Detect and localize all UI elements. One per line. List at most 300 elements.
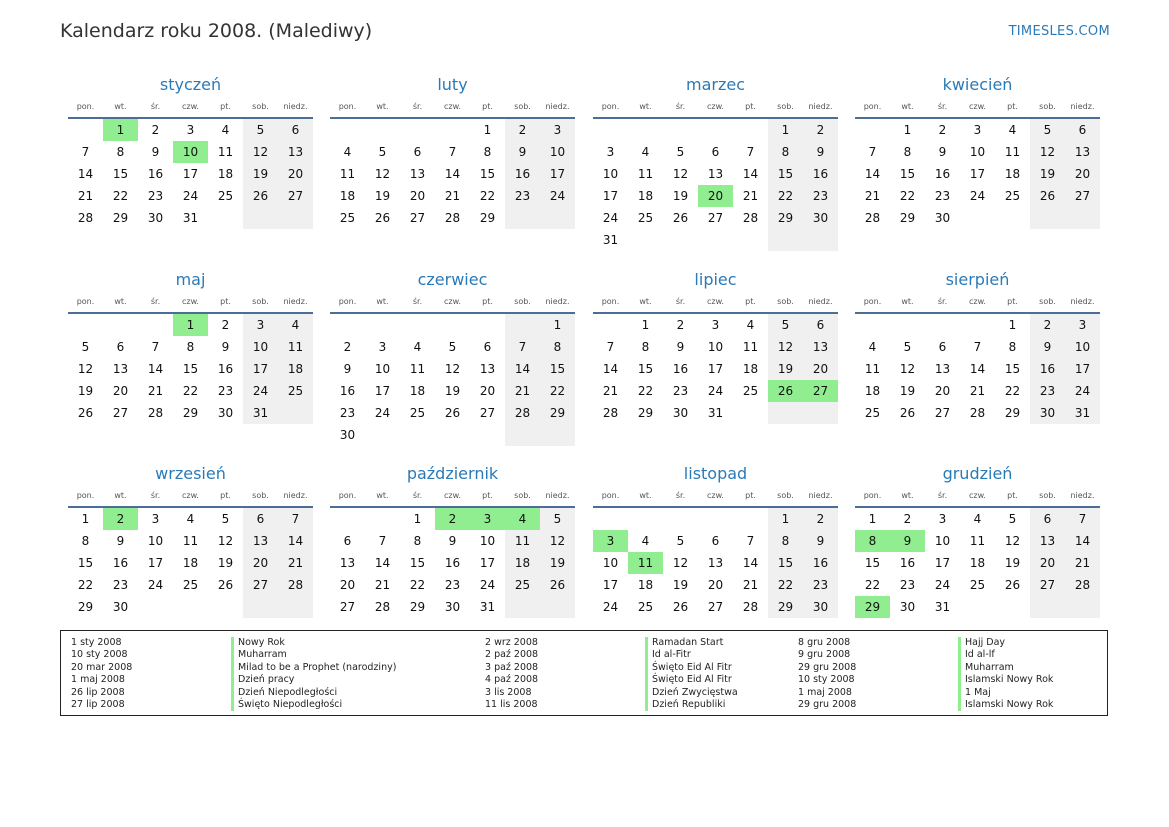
weekday-header [855,97,1100,119]
day-cell: 30 [147,211,164,225]
legend-date: 9 gru 2008 [798,649,851,661]
weekday-label: pon. [76,102,95,111]
day-cell: 1 [641,318,650,332]
day-cell: 6 [1065,119,1100,141]
day-cell: 20 [278,163,313,185]
day-cell: 15 [768,163,803,185]
empty-day-cell [540,207,575,229]
legend-holiday-name: Islamski Nowy Rok [958,699,1053,711]
day-cell: 17 [540,163,575,185]
legend-holiday-name: Milad to be a Prophet (narodziny) [231,662,396,674]
empty-day-cell [698,508,733,530]
day-cell: 23 [112,578,129,592]
day-cell: 27 [243,574,278,596]
day-cell: 7 [868,145,877,159]
empty-day-cell [960,596,995,618]
day-cell: 28 [444,211,461,225]
empty-day-cell [593,508,628,530]
empty-day-cell [330,119,365,141]
weekday-label: pt. [1007,297,1018,306]
weekday-header [593,292,838,314]
month-11 [855,462,1100,618]
day-cell: 30 [339,428,356,442]
month-name: czerwiec [417,270,488,289]
day-cell: 30 [672,406,689,420]
weekday-label: wt. [639,491,652,500]
empty-day-cell [208,596,243,618]
days-grid [68,119,313,229]
day-cell: 19 [77,384,94,398]
legend-column-1 [485,637,738,711]
month-name: grudzień [942,464,1013,483]
day-cell: 18 [182,556,199,570]
day-cell: 28 [505,402,540,424]
day-cell: 14 [505,358,540,380]
legend-holiday-name: Święto Eid Al Fitr [645,662,732,674]
weekday-label: pon. [863,102,882,111]
empty-day-cell [768,402,803,424]
empty-day-cell [505,596,540,618]
page-title: Kalendarz roku 2008. (Malediwy) [60,20,373,42]
weekday-label: sob. [514,491,531,500]
legend-date: 29 gru 2008 [798,699,857,711]
legend-column-0 [71,637,396,711]
day-cell: 15 [768,552,803,574]
empty-day-cell [330,314,365,336]
day-cell: 17 [602,189,619,203]
day-cell: 12 [540,530,575,552]
day-cell: 27 [339,600,356,614]
day-cell: 27 [479,406,496,420]
day-cell: 16 [339,384,356,398]
day-cell: 8 [903,145,912,159]
day-cell: 4 [1008,123,1017,137]
day-cell: 9 [151,145,160,159]
day-cell: 19 [217,556,234,570]
legend-row [71,649,396,661]
empty-day-cell [995,207,1030,229]
day-cell: 18 [217,167,234,181]
day-cell: 31 [1065,402,1100,424]
empty-day-cell [733,402,768,424]
day-cell: 28 [374,600,391,614]
day-cell: 20 [934,384,951,398]
day-cell: 18 [637,189,654,203]
holiday-day-cell: 4 [505,508,540,530]
day-cell: 17 [147,556,164,570]
empty-day-cell [68,119,103,141]
month-7 [855,268,1100,424]
day-cell: 7 [81,145,90,159]
day-cell: 28 [742,600,759,614]
day-cell: 8 [81,534,90,548]
day-cell: 11 [217,145,234,159]
weekday-label: sob. [777,297,794,306]
day-cell: 3 [243,314,278,336]
empty-day-cell [470,314,505,336]
weekday-header [68,292,313,314]
day-cell: 25 [742,384,759,398]
day-cell: 2 [903,512,912,526]
weekday-label: pon. [601,297,620,306]
legend-holiday-name: Muharram [231,649,287,661]
day-cell: 14 [742,556,759,570]
days-grid [330,508,575,618]
weekday-label: sob. [1039,102,1056,111]
legend-row [485,699,738,711]
day-cell: 16 [147,167,164,181]
day-cell: 19 [899,384,916,398]
day-cell: 16 [672,362,689,376]
day-cell: 7 [746,534,755,548]
day-cell: 8 [1008,340,1017,354]
day-cell: 12 [672,556,689,570]
day-cell: 16 [217,362,234,376]
weekday-label: sob. [1039,491,1056,500]
weekday-label: pon. [338,297,357,306]
legend-row [71,674,396,686]
day-cell: 15 [409,556,426,570]
weekday-label: pon. [601,491,620,500]
day-cell: 30 [803,207,838,229]
holiday-legend [60,630,1108,716]
day-cell: 1 [413,512,422,526]
day-cell: 23 [803,185,838,207]
weekday-label: sob. [252,102,269,111]
day-cell: 11 [278,336,313,358]
day-cell: 28 [77,211,94,225]
legend-holiday-name: Id al-Fitr [645,649,691,661]
day-cell: 9 [803,530,838,552]
day-cell: 22 [409,578,426,592]
weekday-label: pon. [863,491,882,500]
day-cell: 9 [505,141,540,163]
day-cell: 21 [864,189,881,203]
weekday-label: czw. [969,297,986,306]
day-cell: 3 [186,123,195,137]
day-cell: 26 [540,574,575,596]
weekday-label: pon. [76,491,95,500]
day-cell: 14 [374,556,391,570]
day-cell: 7 [1065,508,1100,530]
month-0 [68,73,313,229]
day-cell: 29 [77,600,94,614]
holiday-day-cell: 1 [103,119,138,141]
legend-row [798,674,1053,686]
legend-row [798,649,1053,661]
day-cell: 22 [479,189,496,203]
day-cell: 29 [409,600,426,614]
day-cell: 11 [864,362,881,376]
weekday-label: pt. [745,491,756,500]
day-cell: 11 [637,167,654,181]
weekday-label: czw. [444,297,461,306]
day-cell: 9 [803,141,838,163]
day-cell: 2 [803,508,838,530]
empty-day-cell [435,314,470,336]
empty-day-cell [243,596,278,618]
days-grid [330,314,575,446]
day-cell: 1 [768,119,803,141]
days-grid [68,314,313,424]
day-cell: 5 [448,340,457,354]
legend-row [485,637,738,649]
weekday-label: wt. [901,491,914,500]
legend-date: 1 maj 2008 [798,686,852,698]
day-cell: 27 [707,600,724,614]
day-cell: 14 [278,530,313,552]
day-cell: 17 [707,362,724,376]
day-cell: 27 [1030,574,1065,596]
weekday-label: niedz. [808,297,833,306]
day-cell: 13 [409,167,426,181]
day-cell: 21 [505,380,540,402]
day-cell: 11 [182,534,199,548]
day-cell: 18 [1004,167,1021,181]
day-cell: 27 [707,211,724,225]
day-cell: 5 [221,512,230,526]
weekday-header [68,486,313,508]
day-cell: 23 [934,189,951,203]
weekday-label: wt. [639,297,652,306]
day-cell: 5 [1008,512,1017,526]
day-cell: 27 [934,406,951,420]
empty-day-cell [243,207,278,229]
day-cell: 24 [182,189,199,203]
day-cell: 19 [444,384,461,398]
weekday-label: śr. [412,297,423,306]
day-cell: 24 [1065,380,1100,402]
day-cell: 8 [641,340,650,354]
day-cell: 3 [151,512,160,526]
weekday-label: sob. [777,102,794,111]
day-cell: 21 [602,384,619,398]
empty-day-cell [400,314,435,336]
legend-row [71,662,396,674]
weekday-label: wt. [901,102,914,111]
weekday-label: wt. [639,102,652,111]
day-cell: 29 [768,596,803,618]
weekday-label: niedz. [1070,297,1095,306]
month-3 [855,73,1100,229]
day-cell: 30 [803,596,838,618]
legend-row [71,687,396,699]
day-cell: 14 [77,167,94,181]
day-cell: 11 [339,167,356,181]
legend-row [798,699,1053,711]
holiday-day-cell: 1 [173,314,208,336]
month-8 [68,462,313,618]
weekday-label: wt. [376,102,389,111]
day-cell: 26 [1030,185,1065,207]
holiday-day-cell: 27 [803,380,838,402]
day-cell: 24 [540,185,575,207]
day-cell: 10 [969,145,986,159]
empty-day-cell [768,229,803,251]
day-cell: 3 [1065,314,1100,336]
weekday-label: pt. [482,102,493,111]
weekday-label: pt. [1007,491,1018,500]
day-cell: 15 [182,362,199,376]
day-cell: 27 [1065,185,1100,207]
day-cell: 10 [540,141,575,163]
day-cell: 12 [77,362,94,376]
day-cell: 20 [1065,163,1100,185]
day-cell: 26 [444,406,461,420]
day-cell: 5 [540,508,575,530]
weekday-label: niedz. [283,297,308,306]
day-cell: 29 [540,402,575,424]
day-cell: 15 [77,556,94,570]
legend-date: 11 lis 2008 [485,699,538,711]
legend-holiday-name: Dzień Zwycięstwa [645,687,738,699]
legend-date: 27 lip 2008 [71,699,125,711]
legend-date: 10 sty 2008 [71,649,128,661]
empty-day-cell [365,119,400,141]
day-cell: 21 [278,552,313,574]
day-cell: 13 [479,362,496,376]
days-grid [593,508,838,618]
empty-day-cell [505,207,540,229]
weekday-label: pt. [1007,102,1018,111]
day-cell: 20 [1030,552,1065,574]
empty-day-cell [803,402,838,424]
day-cell: 21 [444,189,461,203]
day-cell: 24 [602,600,619,614]
legend-date: 3 lis 2008 [485,686,532,698]
day-cell: 8 [768,141,803,163]
day-cell: 22 [899,189,916,203]
day-cell: 30 [217,406,234,420]
weekday-label: pt. [745,297,756,306]
legend-holiday-name: Id al-lf [958,649,995,661]
day-cell: 13 [803,336,838,358]
day-cell: 9 [676,340,685,354]
day-cell: 22 [637,384,654,398]
empty-day-cell [628,508,663,530]
day-cell: 21 [1065,552,1100,574]
holiday-day-cell: 11 [628,552,663,574]
weekday-header [330,486,575,508]
day-cell: 4 [413,340,422,354]
day-cell: 23 [803,574,838,596]
weekday-header [593,486,838,508]
legend-row [798,687,1053,699]
day-cell: 17 [1065,358,1100,380]
day-cell: 5 [768,314,803,336]
weekday-label: pon. [601,102,620,111]
day-cell: 2 [676,318,685,332]
day-cell: 26 [899,406,916,420]
weekday-label: czw. [707,297,724,306]
empty-day-cell [365,424,400,446]
weekday-label: wt. [376,491,389,500]
day-cell: 3 [938,512,947,526]
day-cell: 7 [746,145,755,159]
month-name: wrzesień [155,464,226,483]
legend-row [485,649,738,661]
legend-row [485,662,738,674]
weekday-label: sob. [514,297,531,306]
day-cell: 7 [973,340,982,354]
day-cell: 24 [374,406,391,420]
day-cell: 4 [221,123,230,137]
day-cell: 21 [742,189,759,203]
legend-date: 2 paź 2008 [485,649,539,661]
month-5 [330,268,575,446]
legend-date: 20 mar 2008 [71,661,133,673]
day-cell: 4 [641,534,650,548]
legend-row [485,674,738,686]
weekday-label: czw. [444,491,461,500]
month-name: październik [406,464,499,483]
day-cell: 31 [243,402,278,424]
day-cell: 19 [672,578,689,592]
holiday-day-cell: 9 [890,530,925,552]
day-cell: 10 [707,340,724,354]
weekday-label: pon. [338,491,357,500]
day-cell: 14 [969,362,986,376]
day-cell: 5 [903,340,912,354]
day-cell: 23 [147,189,164,203]
day-cell: 20 [112,384,129,398]
day-cell: 26 [672,600,689,614]
day-cell: 7 [151,340,160,354]
day-cell: 17 [934,556,951,570]
day-cell: 16 [112,556,129,570]
day-cell: 1 [768,508,803,530]
weekday-label: sob. [252,491,269,500]
weekday-label: niedz. [808,491,833,500]
day-cell: 16 [444,556,461,570]
site-link[interactable]: TIMESLES.COM [1008,24,1110,39]
day-cell: 27 [278,185,313,207]
empty-day-cell [733,508,768,530]
month-name: sierpień [945,270,1010,289]
day-cell: 22 [112,189,129,203]
day-cell: 13 [243,530,278,552]
day-cell: 21 [969,384,986,398]
holiday-day-cell: 20 [698,185,733,207]
weekday-label: pon. [863,297,882,306]
weekday-label: niedz. [808,102,833,111]
day-cell: 20 [479,384,496,398]
legend-holiday-name: Święto Eid Al Fitr [645,674,732,686]
empty-day-cell [628,229,663,251]
day-cell: 13 [112,362,129,376]
weekday-label: czw. [182,297,199,306]
day-cell: 25 [217,189,234,203]
day-cell: 9 [343,362,352,376]
day-cell: 12 [899,362,916,376]
day-cell: 9 [221,340,230,354]
day-cell: 2 [343,340,352,354]
day-cell: 13 [934,362,951,376]
day-cell: 9 [938,145,947,159]
days-grid [855,119,1100,229]
day-cell: 24 [602,211,619,225]
day-cell: 24 [243,380,278,402]
day-cell: 5 [676,145,685,159]
day-cell: 16 [934,167,951,181]
day-cell: 8 [413,534,422,548]
weekday-label: wt. [114,297,127,306]
legend-holiday-name: Dzień Niepodległości [231,687,337,699]
weekday-label: czw. [182,491,199,500]
day-cell: 10 [147,534,164,548]
day-cell: 4 [868,340,877,354]
weekday-label: niedz. [1070,102,1095,111]
